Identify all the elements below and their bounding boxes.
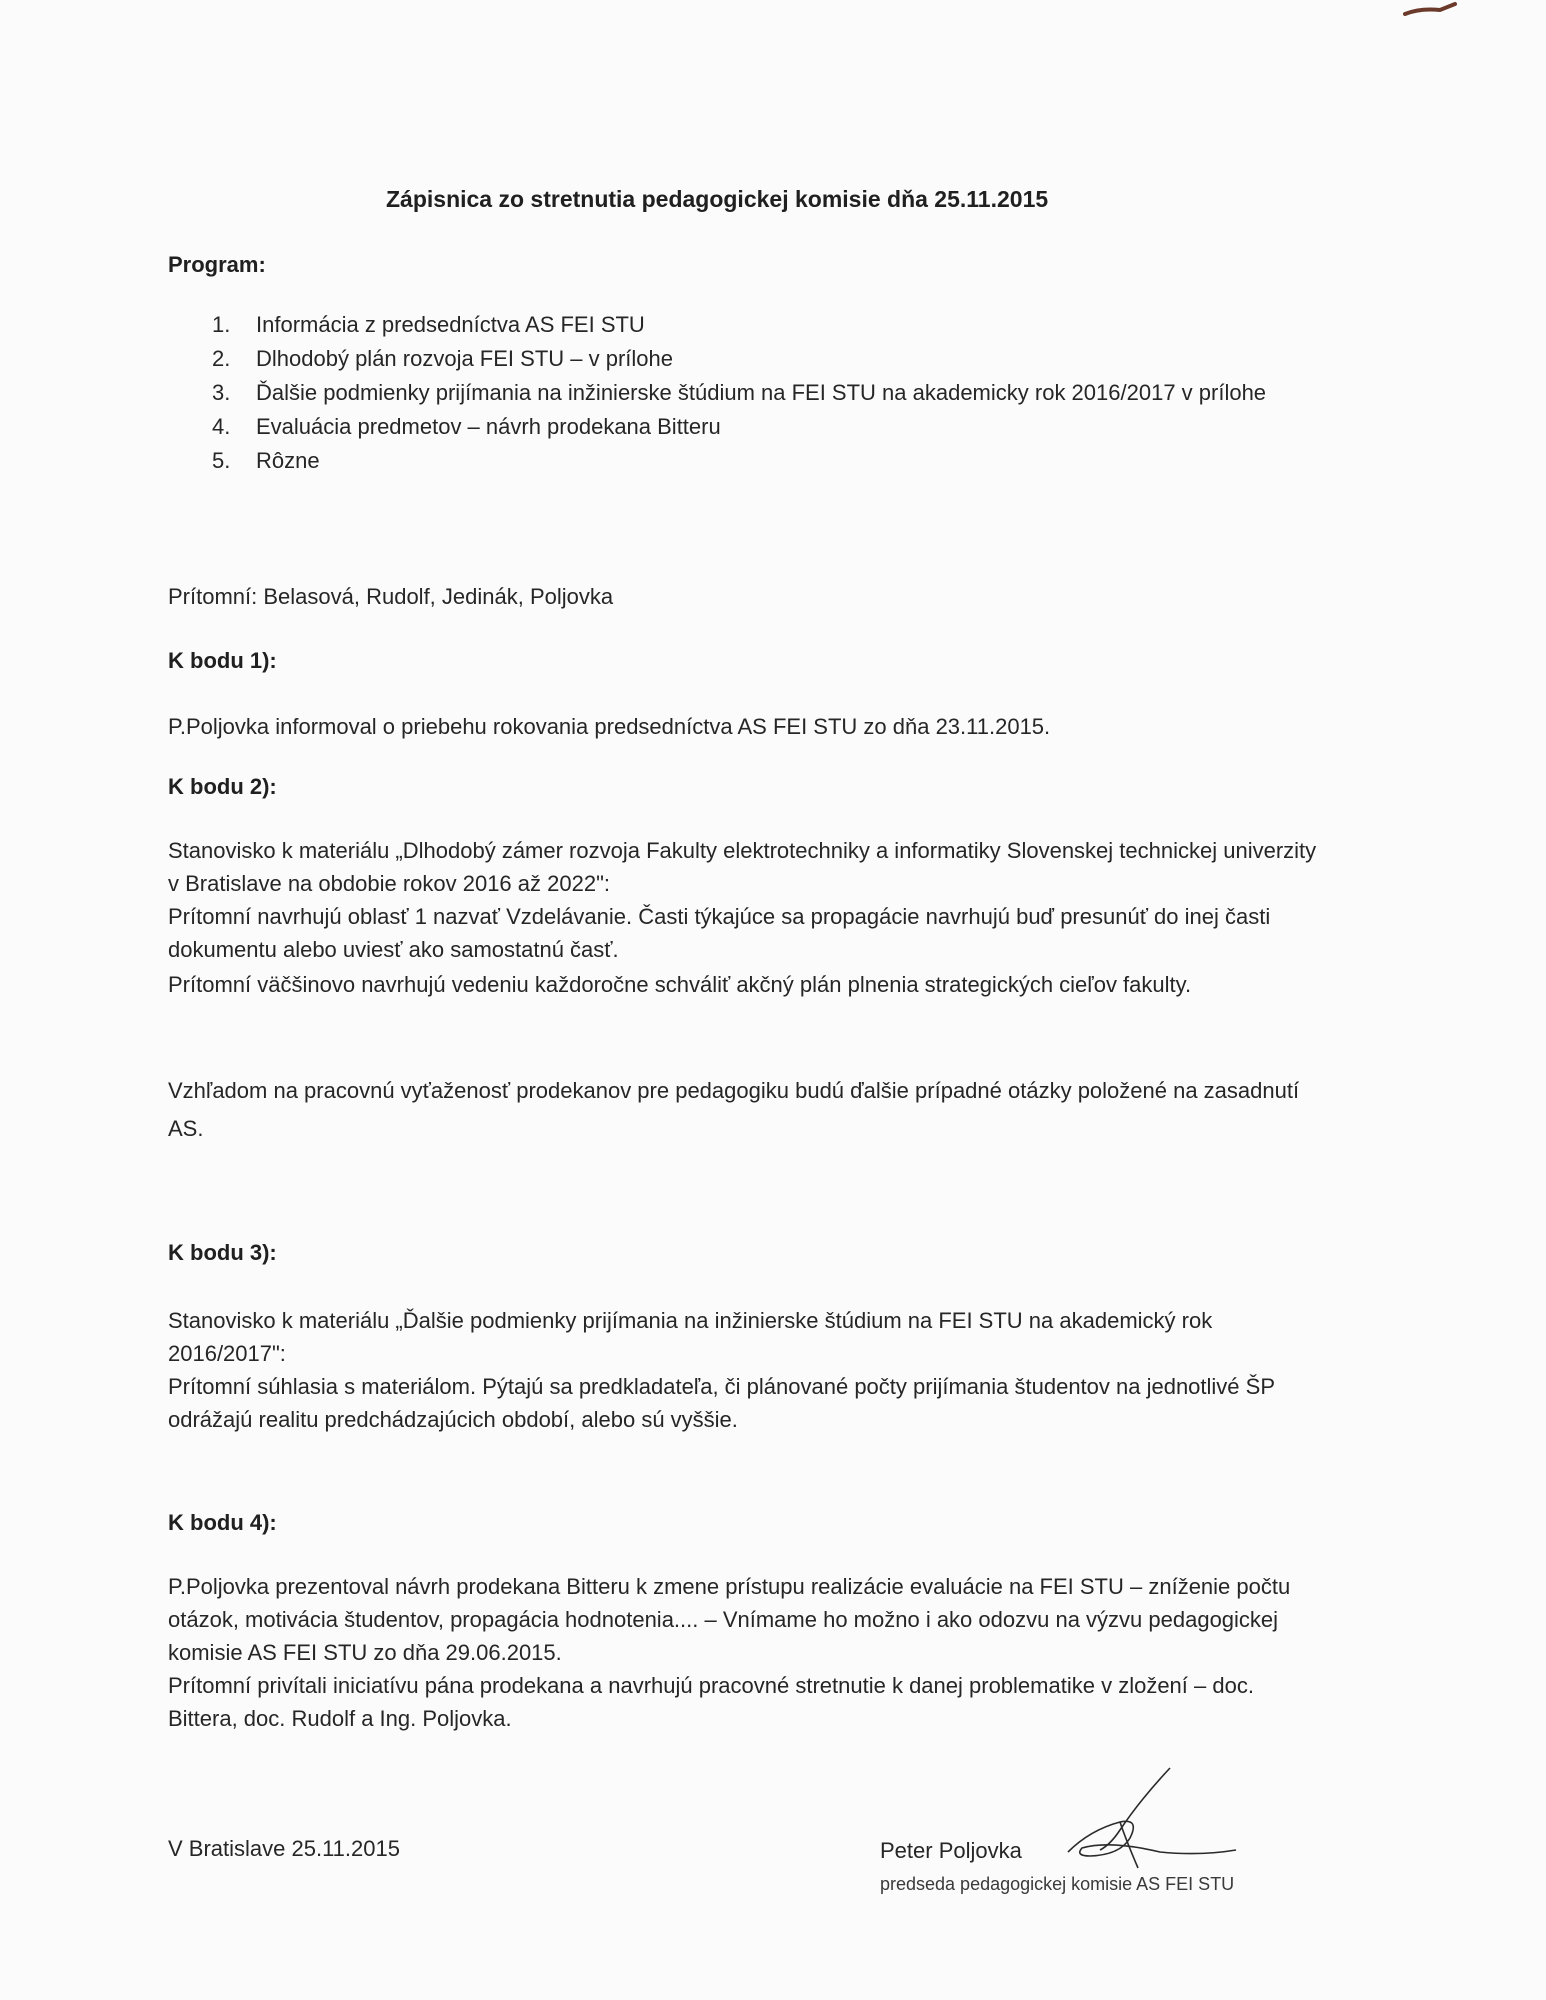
program-heading: Program: bbox=[168, 252, 266, 277]
signer-role: predseda pedagogickej komisie AS FEI STU bbox=[880, 1874, 1235, 1894]
program-item: 3. Ďalšie podmienky prijímania na inžinierske štúdium na FEI STU na akademicky rok 2016/2017 v prílohe bbox=[212, 380, 1267, 405]
point-2-paragraph: Prítomní väčšinovo navrhujú vedeniu každoročne schváliť akčný plán plnenia strategických cieľov fakulty. bbox=[168, 972, 1192, 997]
point-4-paragraph: Prítomní privítali iniciatívu pána prodekana a navrhujú pracovné stretnutie k danej problematike v zložení – doc. Bittera, doc. Rudolf a Ing. Poljovka. bbox=[168, 1673, 1254, 1731]
point-2-heading: K bodu 2): bbox=[168, 774, 277, 799]
point-1-heading: K bodu 1): bbox=[168, 648, 277, 673]
signer-name: Peter Poljovka bbox=[880, 1838, 1022, 1863]
point-2-body bbox=[168, 834, 1328, 1004]
program-item: 1. Informácia z predsedníctva AS FEI STU bbox=[212, 312, 645, 337]
point-4-paragraph: P.Poljovka prezentoval návrh prodekana Bitteru k zmene prístupu realizácie evaluácie na FEI STU – zníženie počtu otázok, motivácia študentov, propagácia hodnotenia.... – Vnímame ho možno i ako odozvu na výzvu pedagogickej komisie AS FEI STU zo dňa 29.06.2015. bbox=[168, 1574, 1291, 1665]
place-and-date: V Bratislave 25.11.2015 bbox=[168, 1836, 400, 1861]
point-3-body bbox=[168, 1304, 1328, 1436]
handwritten-signature bbox=[1060, 1760, 1240, 1870]
attendees-line: Prítomní: Belasová, Rudolf, Jedinák, Poljovka bbox=[168, 584, 614, 609]
point-4-heading: K bodu 4): bbox=[168, 1510, 277, 1535]
point-3-heading: K bodu 3): bbox=[168, 1240, 277, 1265]
point-4-body bbox=[168, 1570, 1328, 1735]
program-item: 2. Dlhodobý plán rozvoja FEI STU – v prílohe bbox=[212, 346, 673, 371]
point-3-paragraph: Stanovisko k materiálu „Ďalšie podmienky prijímania na inžinierske štúdium na FEI STU na akademický rok 2016/2017": bbox=[168, 1308, 1213, 1366]
point-2-paragraph: Stanovisko k materiálu „Dlhodobý zámer rozvoja Fakulty elektrotechniky a informatiky Slovenskej technickej univerzity v Bratislave na obdobie rokov 2016 až 2022": bbox=[168, 838, 1317, 896]
document-title: Zápisnica zo stretnutia pedagogickej komisie dňa 25.11.2015 bbox=[386, 186, 1049, 212]
program-item: 4. Evaluácia predmetov – návrh prodekana Bitteru bbox=[212, 414, 721, 439]
point-2-paragraph: Prítomní navrhujú oblasť 1 nazvať Vzdelávanie. Časti týkajúce sa propagácie navrhujú buď presunúť do inej časti dokumentu alebo uviesť ako samostatnú časť. bbox=[168, 904, 1271, 962]
point-1-text: P.Poljovka informoval o priebehu rokovania predsedníctva AS FEI STU zo dňa 23.11.2015. bbox=[168, 714, 1051, 739]
point-3-paragraph: Prítomní súhlasia s materiálom. Pýtajú sa predkladateľa, či plánované počty prijímania študentov na jednotlivé ŠP odrážajú realitu predchádzajúcich období, alebo sú vyššie. bbox=[168, 1374, 1275, 1432]
program-item: 5. Rôzne bbox=[212, 448, 320, 473]
point-2-note: Vzhľadom na pracovnú vyťaženosť prodekanov pre pedagogiku budú ďalšie prípadné otázky položené na zasadnutí AS. bbox=[168, 1078, 1300, 1141]
scan-smudge-mark bbox=[1400, 0, 1460, 20]
program-list bbox=[168, 308, 1416, 478]
